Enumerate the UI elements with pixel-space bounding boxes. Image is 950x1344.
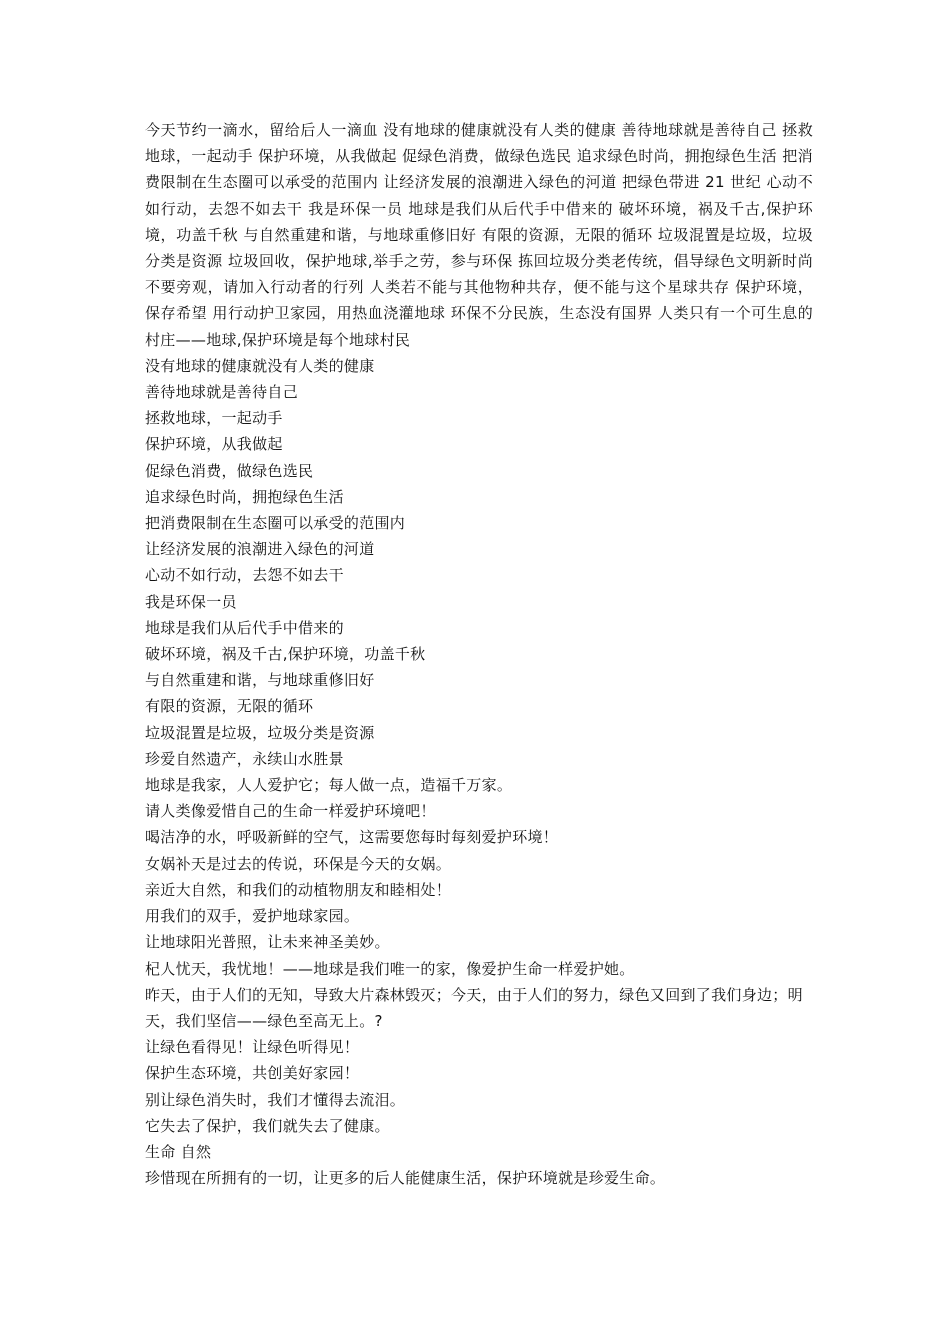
slogan-line: 亲近大自然，和我们的动植物朋友和睦相处！ (145, 880, 452, 899)
intro-paragraph: 今天节约一滴水，留给后人一滴血 没有地球的健康就没有人类的健康 善待地球就是善待自己 拯救地球，一起动手 保护环境，从我做起 促绿色消费，做绿色选民 追求绿色时尚，拥抱绿色生活 把消费限制在生态圈可以承受的范围内 让经济发展的浪潮进入绿色的河道 把绿色带进 21 世纪 心动不如行动，去怨不如去干 我是环保一员 地球是我们从后代手中借来的 破坏环境，祸及千古,保护环境，功盖千秋 与自然重建和谐，与地球重修旧好 有限的资源，无限的循环 垃圾混置是垃圾，垃圾分类是资源 垃圾回收，保护地球,举手之劳，参与环保 拣回垃圾分类老传统，倡导绿色文明新时尚 不要旁观，请加入行动者的行列 人类若不能与其他物种共存，便不能与这个星球共存 保护环境，保存希望 用行动护卫家园，用热血浇灌地球 环保不分民族，生态没有国界 人类只有一个可生息的村庄——地球,保护环境是每个地球村民 (145, 121, 813, 349)
slogan-line: 与自然重建和谐，与地球重修旧好 (145, 671, 375, 690)
slogan-line: 地球是我家，人人爱护它；每人做一点，造福千万家。 (145, 776, 513, 795)
slogan-line: 珍惜现在所拥有的一切，让更多的后人能健康生活，保护环境就是珍爱生命。 (145, 1169, 666, 1188)
slogan-line: 追求绿色时尚，拥抱绿色生活 (145, 487, 344, 506)
slogan-line: 把消费限制在生态圈可以承受的范围内 (145, 514, 406, 533)
slogan-line: 我是环保一员 (145, 592, 237, 611)
slogan-line: 有限的资源，无限的循环 (145, 697, 314, 716)
slogan-line: 让经济发展的浪潮进入绿色的河道 (145, 540, 375, 559)
slogan-line: 昨天，由于人们的无知，导致大片森林毁灭；今天，由于人们的努力，绿色又回到了我们身边；明天，我们坚信——绿色至高无上。? (145, 985, 803, 1030)
slogan-line: 杞人忧天，我忧地！——地球是我们唯一的家，像爱护生命一样爱护她。 (145, 959, 635, 978)
slogan-line: 保护生态环境，共创美好家园！ (145, 1064, 360, 1083)
slogan-line: 拯救地球，一起动手 (145, 409, 283, 428)
slogan-line: 喝洁净的水，呼吸新鲜的空气，这需要您每时每刻爱护环境！ (145, 828, 559, 847)
slogan-line: 用我们的双手，爱护地球家园。 (145, 907, 360, 926)
slogan-line: 让绿色看得见！让绿色听得见！ (145, 1038, 360, 1057)
slogan-line: 别让绿色消失时，我们才懂得去流泪。 (145, 1090, 406, 1109)
slogan-line: 生命 自然 (145, 1142, 212, 1161)
slogan-line: 破坏环境，祸及千古,保护环境，功盖千秋 (145, 645, 426, 664)
slogan-line: 女娲补天是过去的传说，环保是今天的女娲。 (145, 854, 452, 873)
slogan-line: 没有地球的健康就没有人类的健康 (145, 356, 375, 375)
slogan-line: 垃圾混置是垃圾，垃圾分类是资源 (145, 723, 375, 742)
slogan-line: 促绿色消费，做绿色选民 (145, 461, 314, 480)
document-page (145, 117, 813, 1191)
slogan-line: 珍爱自然遗产，永续山水胜景 (145, 749, 344, 768)
slogan-list (145, 353, 813, 1192)
slogan-line: 地球是我们从后代手中借来的 (145, 618, 344, 637)
slogan-line: 保护环境，从我做起 (145, 435, 283, 454)
slogan-line: 它失去了保护，我们就失去了健康。 (145, 1116, 390, 1135)
slogan-line: 心动不如行动，去怨不如去干 (145, 566, 344, 585)
slogan-line: 善待地球就是善待自己 (145, 383, 299, 402)
slogan-line: 让地球阳光普照，让未来神圣美妙。 (145, 933, 390, 952)
slogan-line: 请人类像爱惜自己的生命一样爱护环境吧！ (145, 802, 436, 821)
